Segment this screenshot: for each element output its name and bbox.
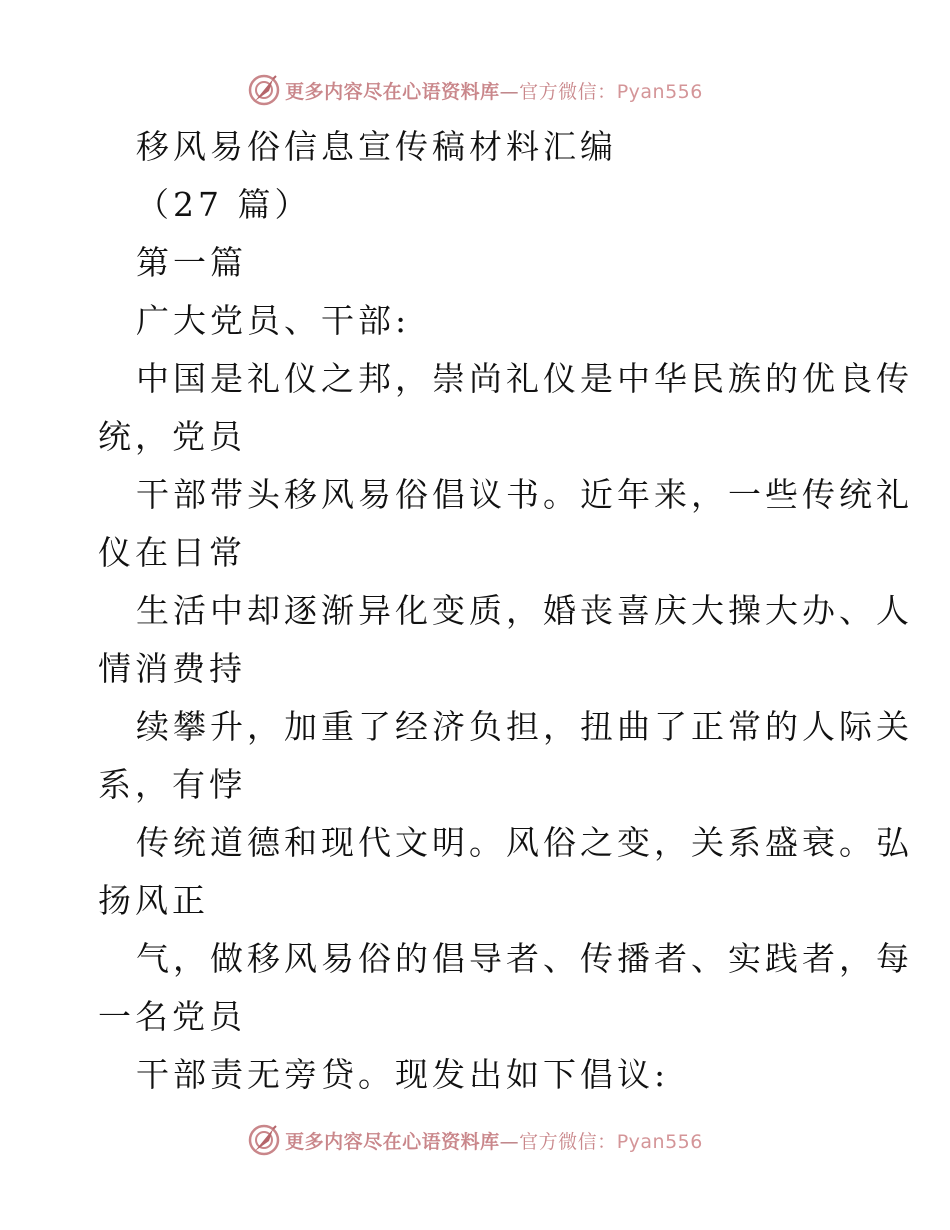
footer-watermark xyxy=(0,1120,950,1160)
salutation: 广大党员、干部: xyxy=(136,301,411,340)
article-count: （27 篇） xyxy=(136,185,312,224)
paragraph-line: 统，党员 xyxy=(98,417,246,456)
paragraph-line: 情消费持 xyxy=(98,649,246,688)
paragraph-line: 干部带头移风易俗倡议书。近年来，一些传统礼 xyxy=(136,475,913,514)
watermark-text: 更多内容尽在心语资料库—官方微信：Pyan556 xyxy=(285,1130,703,1153)
paragraph-line: 仪在日常 xyxy=(98,533,246,572)
paragraph-line: 续攀升，加重了经济负担，扭曲了正常的人际关 xyxy=(136,707,913,746)
document-body xyxy=(98,118,913,1104)
header-watermark xyxy=(0,70,950,110)
paragraph-line: 系，有悖 xyxy=(98,765,246,804)
quill-logo-icon xyxy=(247,73,281,107)
paragraph-line: 气，做移风易俗的倡导者、传播者、实践者，每 xyxy=(136,939,913,978)
paragraph-line: 生活中却逐渐异化变质，婚丧喜庆大操大办、人 xyxy=(136,591,913,630)
paragraph-line: 扬风正 xyxy=(98,881,209,920)
paragraph-line: 中国是礼仪之邦，崇尚礼仪是中华民族的优良传 xyxy=(136,359,913,398)
document-title: 移风易俗信息宣传稿材料汇编 xyxy=(136,127,617,166)
paragraph-line: 传统道德和现代文明。风俗之变，关系盛衰。弘 xyxy=(136,823,913,862)
paragraph-line: 干部责无旁贷。现发出如下倡议: xyxy=(136,1055,670,1094)
paragraph-line: 一名党员 xyxy=(98,997,246,1036)
watermark-text: 更多内容尽在心语资料库—官方微信：Pyan556 xyxy=(285,80,703,103)
section-heading: 第一篇 xyxy=(136,243,247,282)
quill-logo-icon xyxy=(247,1123,281,1157)
